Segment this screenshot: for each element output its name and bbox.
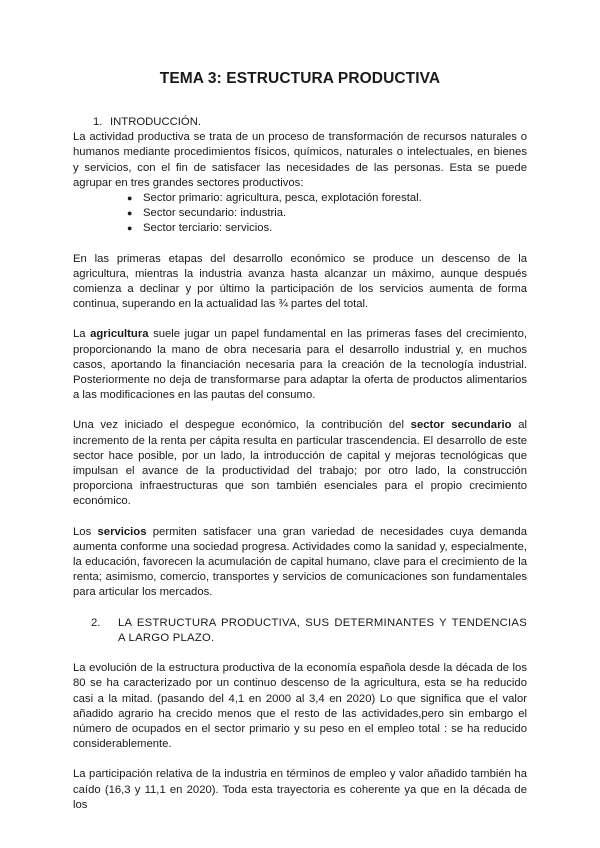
section-2-title: LA ESTRUCTURA PRODUCTIVA, SUS DETERMINANTES Y TENDENCIAS A LARGO PLAZO. (118, 616, 527, 644)
agriculture-paragraph (73, 327, 527, 403)
services-text-start: Los (73, 525, 98, 538)
services-term: servicios (97, 525, 147, 538)
services-text-end: permiten satisfacer una gran variedad de necesidades cuya demanda aumenta conforme una sociedad progresa. Actividades como la sanidad y, especialmente, la educación, favorecen la acumulación de capital humano, clave para el crecimiento de la renta; asimismo, comercio, transportes y servicios de comunicaciones son fundamentales para articular los mercados. (73, 525, 528, 599)
bullet-icon: ● (127, 208, 133, 219)
agriculture-term: agricultura (90, 328, 149, 341)
section-2-heading (73, 616, 527, 646)
list-item (127, 221, 527, 236)
list-item (127, 191, 527, 206)
list-item (127, 206, 527, 221)
intro-paragraph: La actividad productiva se trata de un proceso de transformación de recursos naturales o humanos mediante procedimientos físicos, químicos, naturales o intelectuales, en bienes y servicios, con el fin de satisfacer las necesidades de las personas. Esta se puede agrupar en tres grandes sectores productivos: (73, 131, 527, 189)
section-2-number: 2. (91, 616, 101, 629)
section-1-number: 1. (93, 116, 103, 128)
sector-tertiary: Sector terciario: servicios. (143, 222, 273, 235)
section-1-heading (73, 115, 527, 130)
secondary-sector-paragraph (73, 418, 527, 509)
page-title: TEMA 3: ESTRUCTURA PRODUCTIVA (159, 70, 441, 87)
sectors-list (73, 191, 527, 237)
sector-primary: Sector primario: agricultura, pesca, explotación forestal. (143, 192, 422, 205)
evolution-paragraph: La evolución de la estructura productiva de la economía española desde la década de los 80 se ha caracterizado por un continuo descenso de la agricultura, esta se ha reducido casi a la mitad. (pasando del 4,1 en 2000 al 3,4 en 2020) Lo que significa que el valor añadido agrario ha crecido menos que el resto de las actividades,pero sin embargo el número de ocupados en el sector primario y su peso en el empleo total : se ha reducido considerablemente. (73, 662, 527, 751)
development-paragraph: En las primeras etapas del desarrollo económico se produce un descenso de la agricultura, mientras la industria avanza hasta alcanzar un máximo, aunque después comienza a declinar y por último la participación de los servicios aumenta de forma continua, superando en la actualidad las ¾ partes del total. (73, 252, 527, 311)
agriculture-text-start: La (73, 328, 91, 341)
bullet-icon: ● (127, 193, 133, 204)
secondary-text-start: Una vez iniciado el despegue económico, la contribución del (73, 419, 411, 432)
services-paragraph (73, 525, 527, 601)
industry-paragraph: La participación relativa de la industria en términos de empleo y valor añadido también ha caído (16,3 y 11,1 en 2020). Toda esta trayectoria es coherente ya que en la década de los (73, 768, 527, 811)
sector-secondary: Sector secundario: industria. (143, 207, 287, 220)
bullet-icon: ● (127, 223, 133, 234)
agriculture-text-end: suele jugar un papel fundamental en las primeras fases del crecimiento, proporcionando la mano de obra necesaria para el desarrollo industrial y, en muchos casos, aportando la financiación necesaria para la creación de la tecnología industrial. Posteriormente no deja de transformarse para adaptar la oferta de productos alimentarios a las modificaciones en las pautas del consumo. (73, 328, 527, 402)
section-1-title: INTRODUCCIÓN. (110, 116, 201, 128)
secondary-sector-term: sector secundario (410, 419, 512, 432)
secondary-text-end: al incremento de la renta per cápita resulta en particular trascendencia. El desarrollo de este sector hace posible, por un lado, la introducción de capital y mejoras tecnológicas que impulsan el avance de la productividad del trabajo; por otro lado, la construcción proporciona infraestructuras que son también esenciales para el propio crecimiento económico. (73, 419, 527, 508)
